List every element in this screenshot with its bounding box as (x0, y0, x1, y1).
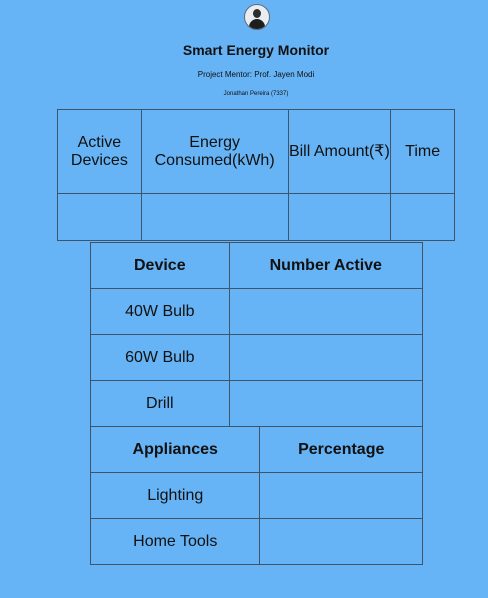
device-count (229, 381, 422, 427)
summary-value-row (58, 194, 455, 241)
time-header: Time (391, 110, 455, 194)
page-title: Smart Energy Monitor (182, 42, 330, 58)
bill-amount-header: Bill Amount(₹) (288, 110, 391, 194)
avatar-head (253, 9, 261, 18)
active-devices-header: Active Devices (58, 110, 142, 194)
device-column-header: Device (91, 243, 230, 289)
appliance-percentage (260, 519, 423, 565)
appliances-column-header: Appliances (91, 427, 260, 473)
summary-header-row (58, 110, 455, 194)
device-count (229, 289, 422, 335)
device-name: 40W Bulb (91, 289, 230, 335)
avatar-body (249, 19, 265, 30)
avatar (244, 4, 270, 30)
summary-table (57, 109, 455, 241)
devices-table (90, 242, 423, 427)
time-value (391, 194, 455, 241)
table-row (91, 335, 423, 381)
appliance-name: Lighting (91, 473, 260, 519)
appliances-header-row (91, 427, 423, 473)
appliance-name: Home Tools (91, 519, 260, 565)
device-count (229, 335, 422, 381)
table-row (91, 381, 423, 427)
bill-amount-value (288, 194, 391, 241)
appliance-percentage (260, 473, 423, 519)
device-name: Drill (91, 381, 230, 427)
table-row (91, 519, 423, 565)
table-row (91, 289, 423, 335)
percentage-column-header: Percentage (260, 427, 423, 473)
table-row (91, 473, 423, 519)
devices-header-row (91, 243, 423, 289)
appliances-table (90, 426, 423, 565)
energy-consumed-header: Energy Consumed(kWh) (141, 110, 288, 194)
device-name: 60W Bulb (91, 335, 230, 381)
author-credit: Jonathan Pereira (7337) (223, 91, 289, 97)
active-devices-value (58, 194, 142, 241)
energy-consumed-value (141, 194, 288, 241)
mentor-credit: Project Mentor: Prof. Jayen Modi (197, 70, 315, 79)
number-active-column-header: Number Active (229, 243, 422, 289)
